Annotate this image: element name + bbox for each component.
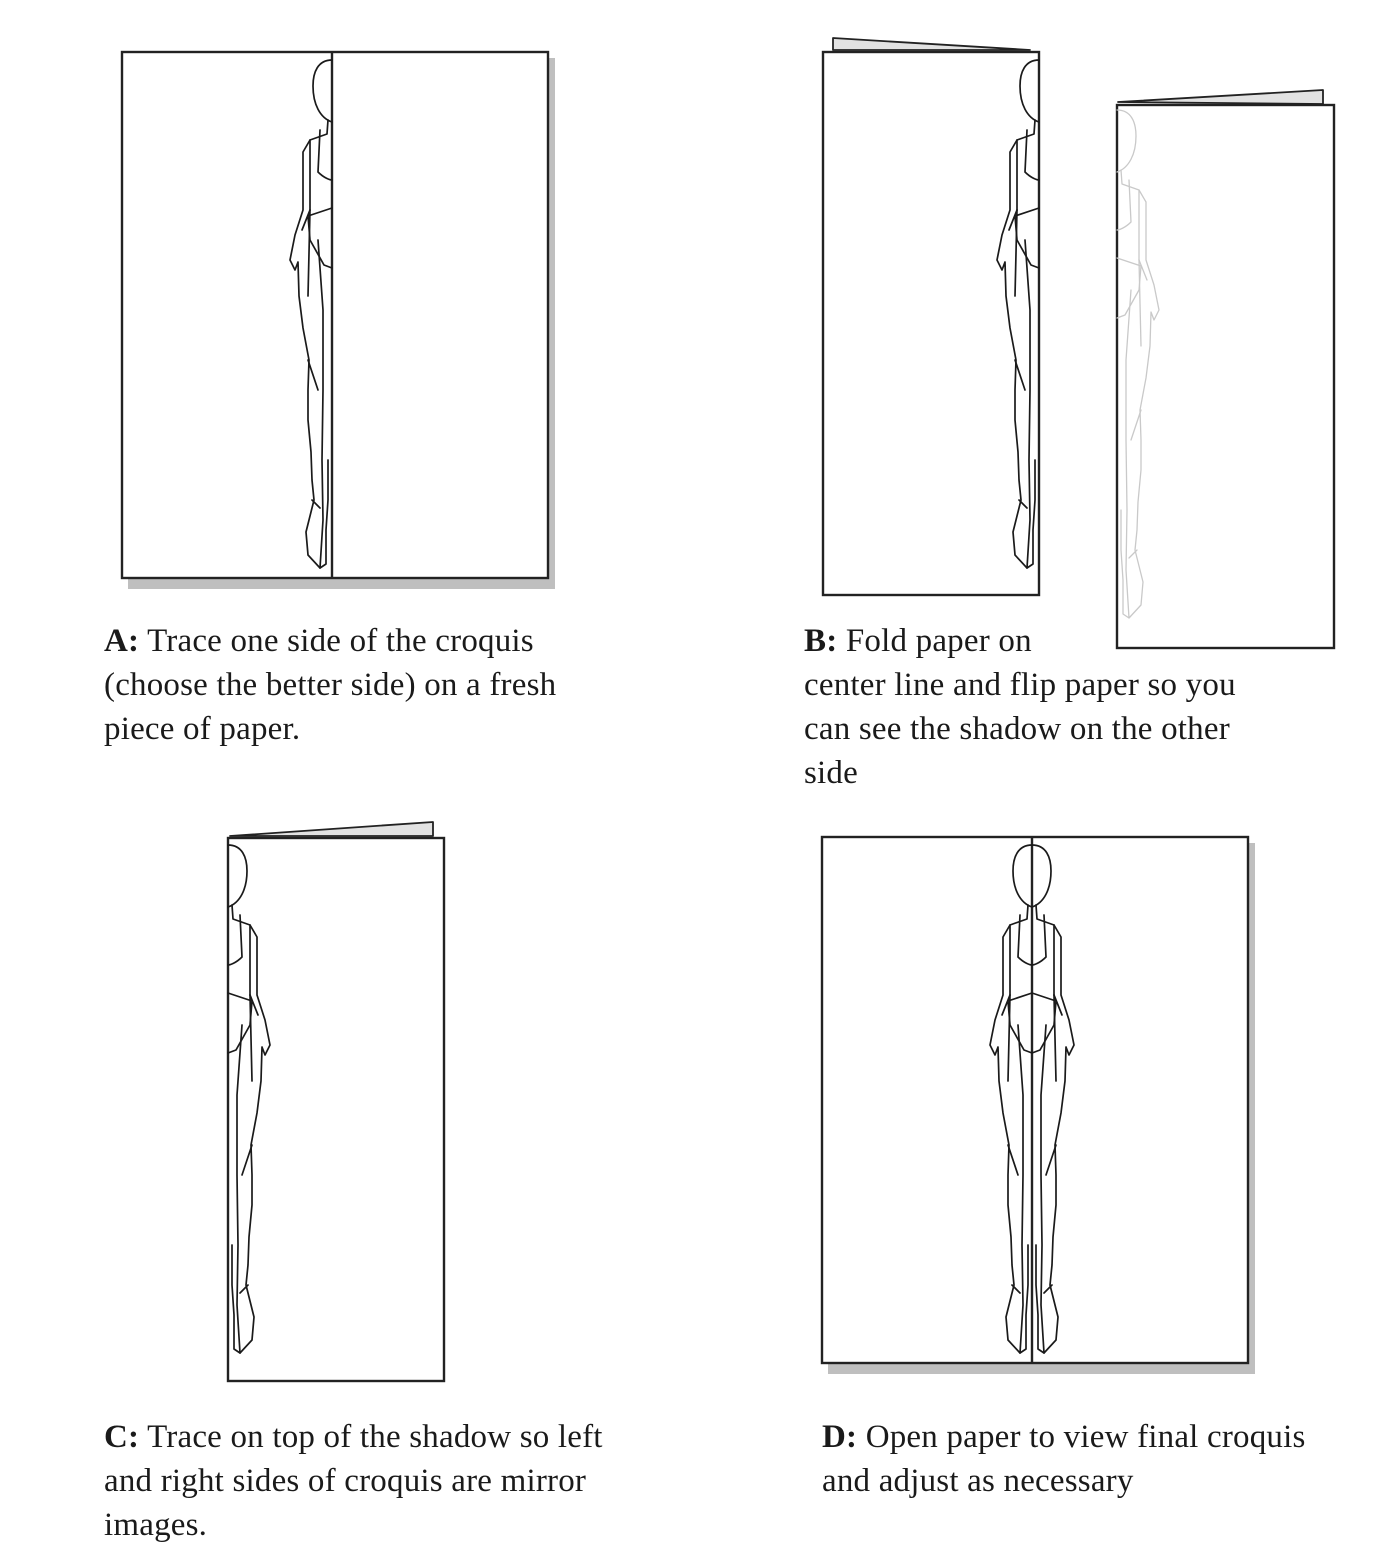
step-b-text-rest: center line and flip paper so you can see the shadow on the other side: [804, 667, 1236, 791]
step-c-text: Trace on top of the shadow so left and right sides of croquis are mirror images.: [104, 1419, 603, 1543]
step-b-caption-rest: [804, 663, 1264, 795]
step-b-caption-first-line: [804, 619, 1104, 663]
step-a-caption: [104, 619, 624, 751]
step-a-letter: A:: [104, 623, 140, 659]
folded-paper-icon: [823, 52, 1039, 595]
panel-c-illustration: [228, 822, 444, 1381]
step-b-letter: B:: [804, 623, 838, 659]
flipped-paper-icon: [1117, 105, 1334, 648]
step-d-letter: D:: [822, 1419, 858, 1455]
step-c-caption: [104, 1415, 624, 1547]
step-d-text: Open paper to view final croquis and adjust as necessary: [822, 1419, 1306, 1499]
step-d-caption: [822, 1415, 1322, 1503]
panel-b-illustration: [823, 38, 1334, 648]
paper-sheet-icon: [822, 837, 1248, 1363]
paper-sheet-icon: [122, 52, 548, 578]
step-a-text: Trace one side of the croquis (choose the better side) on a fresh piece of paper.: [104, 623, 557, 747]
step-b-text-first-line: Fold paper on: [845, 623, 1032, 659]
folded-paper-icon: [228, 838, 444, 1381]
step-c-letter: C:: [104, 1419, 140, 1455]
panel-a-illustration: [122, 52, 555, 589]
panel-d-illustration: [822, 837, 1255, 1374]
